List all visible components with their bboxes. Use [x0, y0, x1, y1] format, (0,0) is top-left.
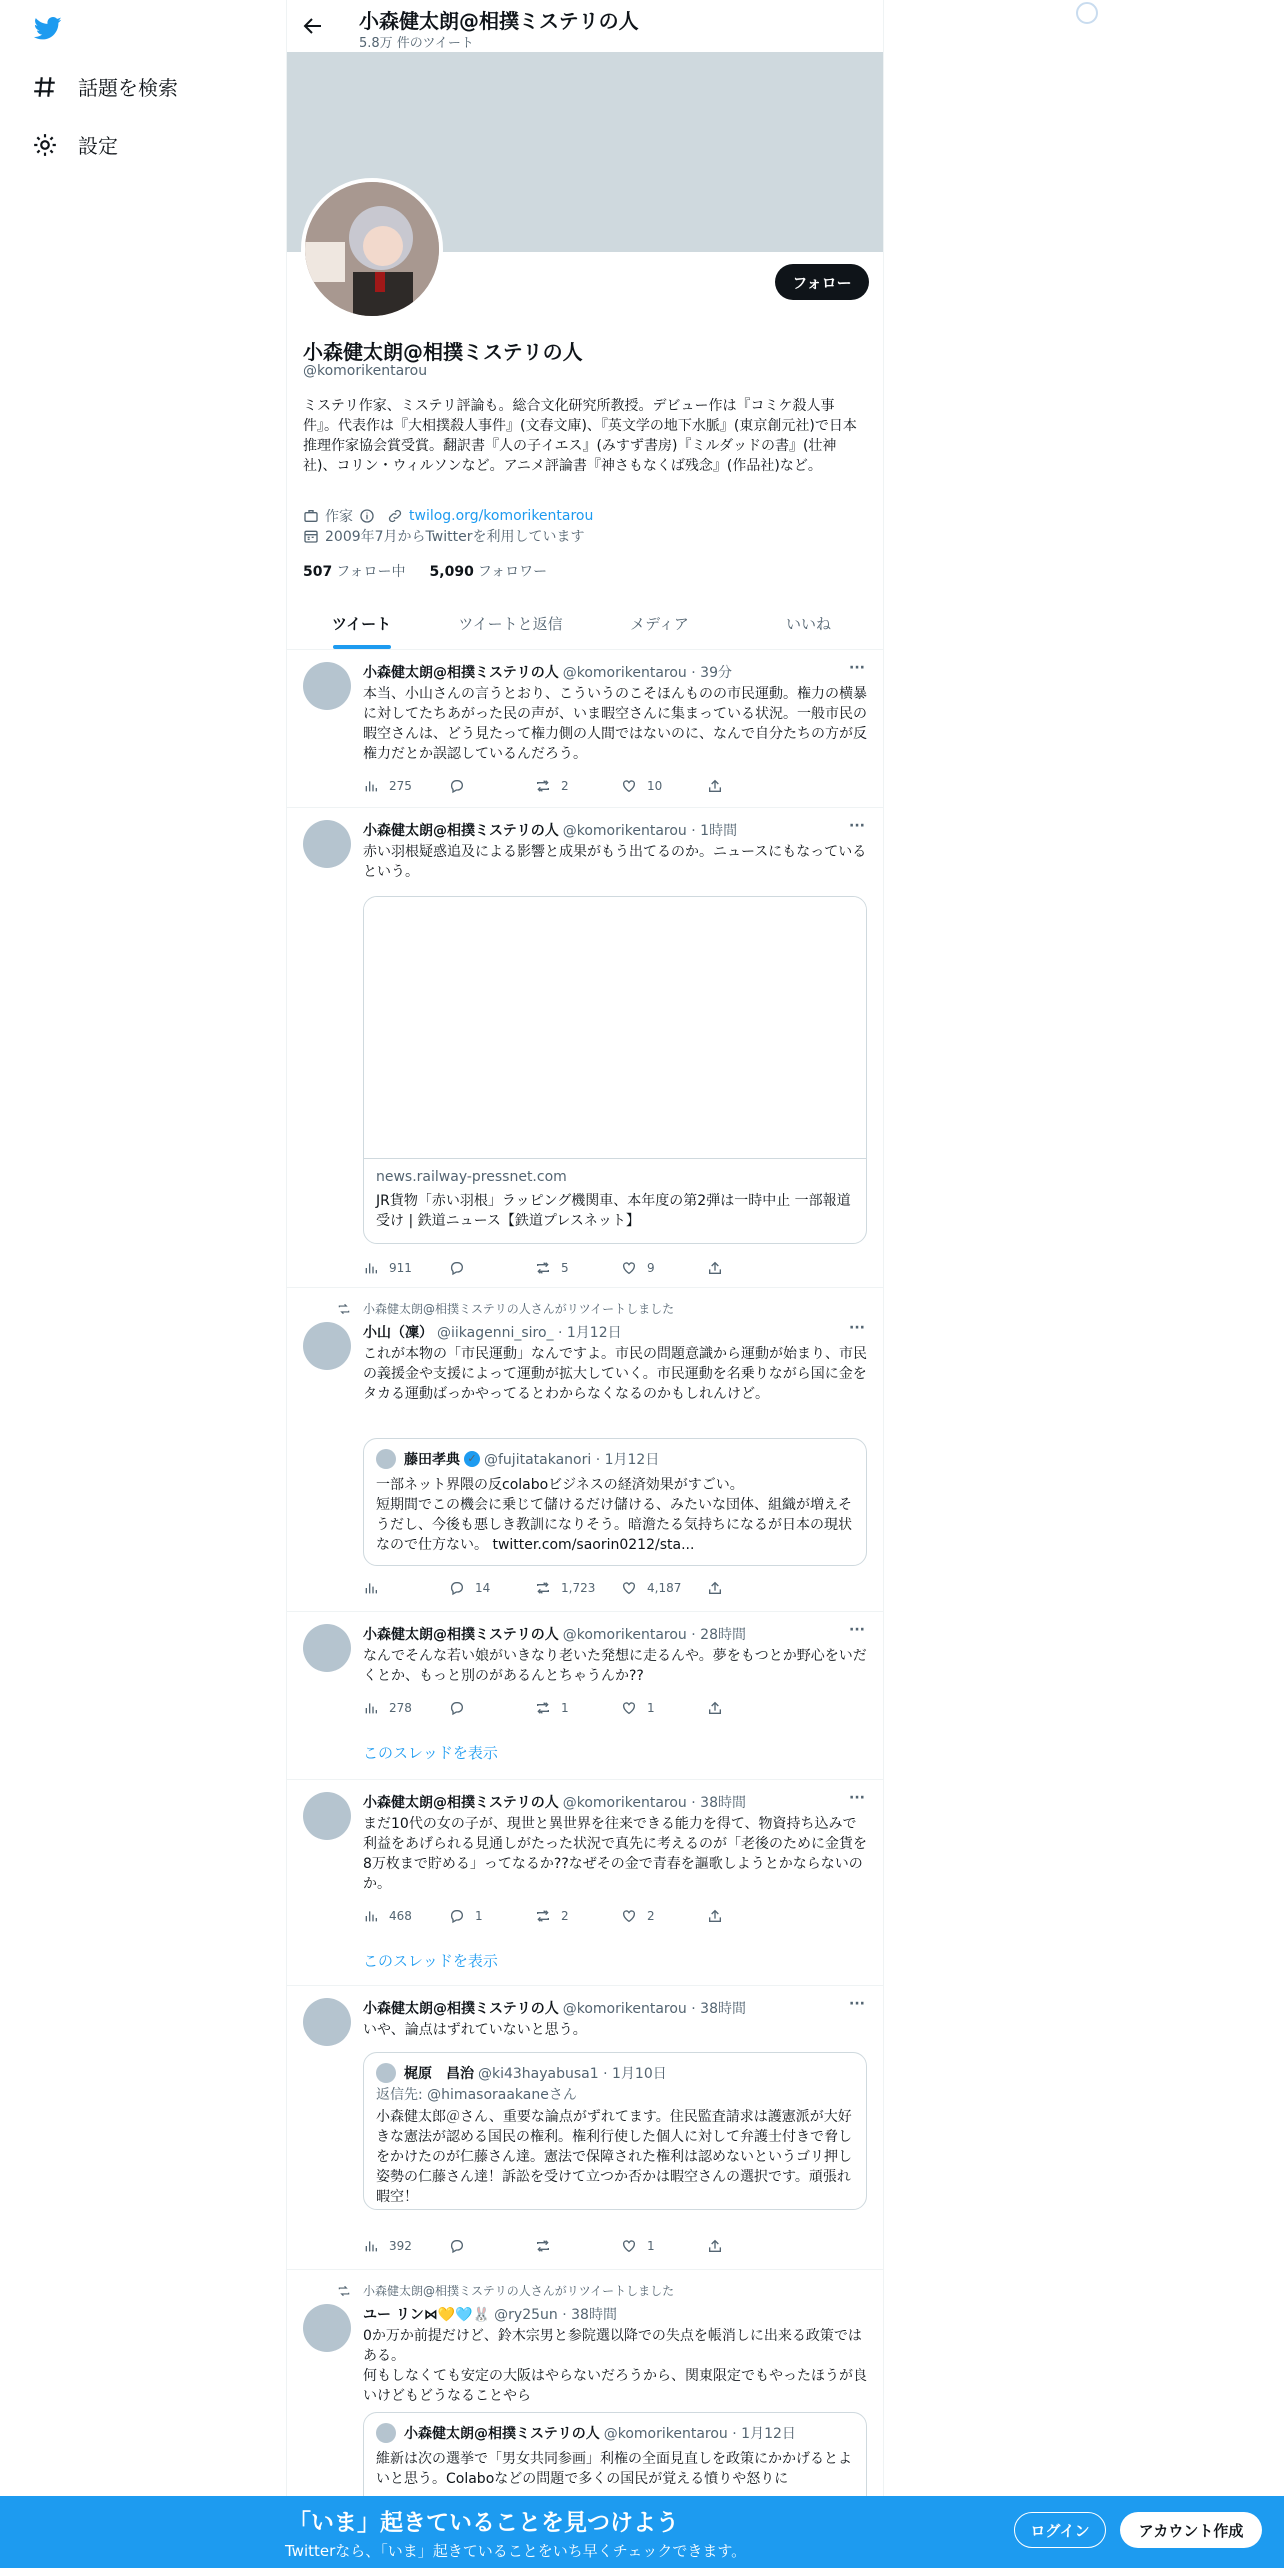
retweet-icon: [535, 1260, 551, 1276]
tweet-author-name[interactable]: 小森健太朗@相撲ミステリの人: [363, 1627, 559, 1643]
tweet-handle-time[interactable]: @komorikentarou · 28時間: [562, 1627, 746, 1643]
tweet-avatar[interactable]: [303, 2304, 351, 2352]
tweet-actions: [363, 1580, 793, 1596]
retweet-icon: [535, 1700, 551, 1716]
tweet[interactable]: [287, 808, 883, 1288]
retweet-icon: [337, 2284, 351, 2298]
tweet-text: これが本物の「市民運動」なんですよ。市民の問題意識から運動が始まり、市民の義援金や支援によって運動が拡大していく。市民運動を名乗りながら国に金をタカる運動ばっかやってるとわからなくなるのかもしれんけど。: [363, 1346, 867, 1402]
views-count: 392: [389, 2239, 412, 2253]
tweet-header: [363, 1624, 746, 1644]
share-icon: [707, 778, 723, 794]
share-button[interactable]: [707, 1260, 793, 1276]
banner-subtitle: Twitterなら、「いま」起きていることをいち早くチェックできます。: [285, 2542, 747, 2560]
like-button[interactable]: [621, 778, 707, 794]
tweet-handle-time[interactable]: @komorikentarou · 39分: [562, 665, 732, 681]
retweet-count: 5: [561, 1261, 569, 1275]
tab-likes[interactable]: いいね: [785, 615, 831, 633]
tweet-avatar[interactable]: [303, 662, 351, 710]
tweet-author-name[interactable]: 小森健太朗@相撲ミステリの人: [363, 1795, 559, 1811]
views-stat[interactable]: [363, 778, 449, 794]
tweet-handle-time[interactable]: @ry25un · 38時間: [494, 2307, 617, 2323]
info-icon[interactable]: [359, 508, 375, 524]
share-icon: [707, 1580, 723, 1596]
reply-icon: [449, 1260, 465, 1276]
reply-count: 1: [475, 1909, 483, 1923]
quote-text: 維新は次の選挙で「男女共同参画」利権の全面見直しを政策にかかげるとよいと思う。Colaboなどの問題で多くの国民が覚える憤りや怒りに: [376, 2451, 852, 2487]
tab-tweets-replies[interactable]: ツイートと返信: [458, 615, 563, 633]
share-button[interactable]: [707, 1700, 793, 1716]
loading-spinner-icon: [1076, 2, 1098, 24]
profile-link[interactable]: twilog.org/komorikentarou: [409, 508, 594, 524]
tweet-author-name[interactable]: 小山（凜）: [363, 1325, 433, 1341]
reply-icon: [449, 778, 465, 794]
tab-media[interactable]: メディア: [630, 615, 689, 633]
tweet-handle-time[interactable]: @komorikentarou · 38時間: [562, 1795, 746, 1811]
quote-header: [376, 2423, 796, 2443]
heart-icon: [621, 1260, 637, 1276]
like-count: 1: [647, 2239, 655, 2253]
tweet-author-name[interactable]: 小森健太朗@相撲ミステリの人: [363, 2001, 559, 2017]
profile-meta-row: [303, 506, 593, 526]
quote-avatar: [376, 1449, 396, 1469]
quote-tweet[interactable]: [363, 2052, 867, 2210]
quote-author-name: 小森健太朗@相撲ミステリの人: [404, 2426, 600, 2442]
retweet-button[interactable]: [535, 1908, 621, 1924]
tweet-actions: [363, 1260, 793, 1276]
heart-icon: [621, 1700, 637, 1716]
quote-tweet[interactable]: [363, 1438, 867, 1566]
reply-button[interactable]: [449, 1580, 535, 1596]
tweet-header: [363, 1998, 746, 2018]
chart-icon: [363, 1580, 379, 1596]
reply-button[interactable]: [449, 1700, 535, 1716]
like-count: 4,187: [647, 1581, 682, 1595]
more-options-icon[interactable]: ···: [849, 818, 865, 834]
followers-link[interactable]: [430, 561, 548, 581]
tweet-author-name[interactable]: 小森健太朗@相撲ミステリの人: [363, 665, 559, 681]
avatar-image: [305, 182, 443, 320]
followers-label: フォロワー: [477, 564, 548, 580]
retweet-count: 1: [561, 1701, 569, 1715]
quote-handle-time: @ki43hayabusa1 · 1月10日: [478, 2066, 667, 2082]
quote-avatar: [376, 2063, 396, 2083]
twitter-logo-icon[interactable]: [32, 14, 64, 42]
quote-avatar: [376, 2423, 396, 2443]
tweet-handle-time[interactable]: @komorikentarou · 38時間: [562, 2001, 746, 2017]
quote-author-name: 梶原 昌治: [404, 2066, 474, 2082]
quote-text: 小森健太郎＠さん、重要な論点がずれてます。住民監査請求は護憲派が大好きな憲法が認める国民の権利。権利行使した個人に対して弁護士付きで脅しをかけたのが仁藤さん達。憲法で保障された権利は認めないというゴリ押し姿勢の仁藤さん達！訴訟を受けて立つか否かは暇空さんの選択です。頑張れ暇空！: [376, 2109, 852, 2205]
header-name: 小森健太朗@相撲ミステリの人: [359, 9, 639, 33]
heart-icon: [621, 1580, 637, 1596]
header-tweet-count: 5.8万 件のツイート: [359, 36, 474, 51]
reply-icon: [449, 1700, 465, 1716]
reply-icon: [449, 1580, 465, 1596]
nav-settings-label: 設定: [78, 134, 118, 158]
profile-name: 小森健太朗@相撲ミステリの人: [303, 340, 583, 364]
views-count: 275: [389, 779, 412, 793]
tweet-avatar[interactable]: [303, 1624, 351, 1672]
tweet-avatar[interactable]: [303, 1998, 351, 2046]
retweet-icon: [337, 1302, 351, 1316]
following-link[interactable]: [303, 561, 406, 581]
tweet-header: [363, 662, 732, 682]
share-icon: [707, 1908, 723, 1924]
profile-column: [286, 0, 884, 2568]
reply-icon: [449, 1908, 465, 1924]
retweet-icon: [535, 1908, 551, 1924]
share-button[interactable]: [707, 1580, 793, 1596]
more-options-icon[interactable]: ···: [849, 660, 865, 676]
quote-header: [376, 2063, 667, 2083]
tweet-author-name[interactable]: ユー リン⋈💛🩵🐰: [363, 2307, 491, 2323]
link-icon: [387, 508, 403, 524]
tweet-avatar[interactable]: [303, 1322, 351, 1370]
tweet-text: 0か万か前提だけど、鈴木宗男と参院選以降での失点を帳消しに出来る政策ではある。 何もしなくても安定の大阪はやらないだろうから、関東限定でもやったほうが良いけどもどうなることやら: [363, 2328, 867, 2404]
tweet-actions: [363, 1700, 793, 1716]
like-count: 9: [647, 1261, 655, 1275]
retweet-icon: [535, 778, 551, 794]
views-stat[interactable]: [363, 1908, 449, 1924]
tweet[interactable]: [287, 1986, 883, 2270]
tweet-handle-time[interactable]: @komorikentarou · 1時間: [562, 823, 738, 839]
views-stat[interactable]: [363, 1580, 449, 1596]
show-thread-link[interactable]: このスレッドを表示: [363, 1744, 498, 1762]
quote-reply-to: 返信先: @himasoraakaneさん: [376, 2087, 577, 2103]
reply-button[interactable]: [449, 2238, 535, 2254]
retweet-button[interactable]: [535, 1580, 621, 1596]
more-options-icon[interactable]: ···: [849, 1790, 865, 1806]
follow-stats: [303, 561, 547, 581]
views-stat[interactable]: [363, 1700, 449, 1716]
link-card[interactable]: [363, 896, 867, 1244]
tweet-header: [363, 820, 737, 840]
retweet-icon: [535, 1580, 551, 1596]
like-count: 2: [647, 1909, 655, 1923]
profile-avatar[interactable]: [301, 178, 443, 320]
tweet[interactable]: [287, 1288, 883, 1612]
views-stat[interactable]: [363, 2238, 449, 2254]
tweet-text: なんでそんな若い娘がいきなり老いた発想に走るんや。夢をもつとか野心をいだくとか、もっと別のがあるんとちゃうんか??: [363, 1648, 867, 1684]
followers-count: 5,090: [429, 564, 474, 580]
login-button[interactable]: ログイン: [1014, 2512, 1106, 2548]
profile-handle: @komorikentarou: [303, 363, 428, 379]
nav-explore-label: 話題を検索: [78, 76, 178, 100]
views-count: 468: [389, 1909, 412, 1923]
tab-tweets[interactable]: ツイート: [287, 598, 436, 649]
reply-button[interactable]: [449, 1260, 535, 1276]
tweet-text: 本当、小山さんの言うとおり、こういうのこそほんものの市民運動。権力の横暴に対してたちあがった民の声が、いま暇空さんに集まっている状況。一般市民の暇空さんは、どう見たって権力側の人間ではないのに、なんで自分たちの方が反権力だとか誤認しているんだろう。: [363, 686, 867, 762]
tweet-avatar[interactable]: [303, 820, 351, 868]
profile-tabs: [287, 598, 883, 650]
tweet[interactable]: [287, 1780, 883, 1986]
like-button[interactable]: [621, 1580, 707, 1596]
tweet-header: [363, 1322, 622, 1342]
like-button[interactable]: [621, 2238, 707, 2254]
hashtag-icon: [32, 74, 58, 100]
retweet-context: [337, 1300, 674, 1317]
share-button[interactable]: [707, 778, 793, 794]
quote-handle-time: @fujitatakanori · 1月12日: [484, 1452, 660, 1468]
views-count: 278: [389, 1701, 412, 1715]
tweet-author-name[interactable]: 小森健太朗@相撲ミステリの人: [363, 823, 559, 839]
nav-settings[interactable]: [32, 130, 118, 159]
tweet-actions: [363, 1908, 793, 1924]
like-button[interactable]: [621, 1260, 707, 1276]
retweet-context: [337, 2282, 674, 2299]
nav-explore[interactable]: [32, 72, 178, 101]
reply-button[interactable]: [449, 778, 535, 794]
signup-banner: [0, 2496, 1284, 2568]
tweet-avatar[interactable]: [303, 1792, 351, 1840]
like-count: 1: [647, 1701, 655, 1715]
card-title: JR貨物「赤い羽根」ラッピング機関車、本年度の第2弾は一時中止 一部報道受け | 鉄道ニュース【鉄道プレスネット】: [376, 1193, 851, 1229]
follow-button[interactable]: フォロー: [775, 264, 869, 300]
briefcase-icon: [303, 508, 319, 524]
share-icon: [707, 1260, 723, 1276]
retweeted-by[interactable]: 小森健太朗@相撲ミステリの人さんがリツイートしました: [363, 2284, 675, 2298]
more-options-icon[interactable]: ···: [849, 1622, 865, 1638]
heart-icon: [621, 2238, 637, 2254]
retweet-count: 2: [561, 779, 569, 793]
quote-handle-time: @komorikentarou · 1月12日: [603, 2426, 796, 2442]
tweet-actions: [363, 2238, 793, 2254]
tweet-text: 赤い羽根疑惑追及による影響と成果がもう出てるのか。ニュースにもなっているという。: [363, 844, 867, 880]
signup-button[interactable]: アカウント作成: [1120, 2512, 1262, 2548]
retweet-button[interactable]: [535, 778, 621, 794]
tweet-handle-time[interactable]: @iikagenni_siro_ · 1月12日: [437, 1325, 622, 1341]
chart-icon: [363, 1700, 379, 1716]
tweet-text: まだ10代の女の子が、現世と異世界を往来できる能力を得て、物資持ち込みで利益をあげられる見通しがたった状況で真先に考えるのが「老後のために金貨を8万枚まで貯める」ってなるか??なぜその金で青春を謳歌しようとかならないのか。: [363, 1816, 867, 1892]
reply-button[interactable]: [449, 1908, 535, 1924]
profile-joined-row: [303, 526, 584, 546]
quote-author-name: 藤田孝典: [404, 1452, 460, 1468]
share-button[interactable]: [707, 2238, 793, 2254]
views-stat[interactable]: [363, 1260, 449, 1276]
back-arrow-icon[interactable]: [301, 14, 325, 38]
tweet-header: [363, 1792, 746, 1812]
retweet-count: 1,723: [561, 1581, 596, 1595]
tweet[interactable]: [287, 1612, 883, 1780]
chart-icon: [363, 1908, 379, 1924]
following-count: 507: [303, 564, 333, 580]
more-options-icon[interactable]: ···: [849, 1996, 865, 2012]
share-button[interactable]: [707, 1908, 793, 1924]
banner-title: 「いま」起きていることを見つけよう: [288, 2510, 679, 2536]
views-count: 911: [389, 1261, 412, 1275]
reply-count: 14: [475, 1581, 491, 1595]
like-button[interactable]: [621, 1908, 707, 1924]
heart-icon: [621, 1908, 637, 1924]
verified-badge-icon: ✓: [464, 1451, 480, 1467]
quote-text: 一部ネット界隈の反colaboビジネスの経済効果がすごい。 短期間でこの機会に乗じて儲けるだけ儲ける、みたいな団体、組織が増えそうだし、今後も悪しき教訓になりそう。暗澹たる気持ちになるが日本の現状なので仕方ない。 twitter.com/saorin0212/sta...: [376, 1477, 852, 1553]
chart-icon: [363, 1260, 379, 1276]
profile-joined: 2009年7月からTwitterを利用しています: [325, 529, 585, 545]
retweet-button[interactable]: [535, 1260, 621, 1276]
quote-header: [376, 1449, 659, 1469]
tweet-text: いや、論点はずれていないと思う。: [363, 2022, 587, 2038]
following-label: フォロー中: [336, 564, 406, 580]
calendar-icon: [303, 528, 319, 544]
retweet-button[interactable]: [535, 2238, 621, 2254]
retweet-icon: [535, 2238, 551, 2254]
card-image: [364, 897, 866, 1159]
heart-icon: [621, 778, 637, 794]
share-icon: [707, 1700, 723, 1716]
chart-icon: [363, 2238, 379, 2254]
retweeted-by[interactable]: 小森健太朗@相撲ミステリの人さんがリツイートしました: [363, 1302, 675, 1316]
profile-occupation: 作家: [325, 509, 353, 525]
reply-icon: [449, 2238, 465, 2254]
share-icon: [707, 2238, 723, 2254]
tweet[interactable]: [287, 650, 883, 808]
retweet-button[interactable]: [535, 1700, 621, 1716]
gear-icon: [32, 132, 58, 158]
tweet-header: [363, 2304, 617, 2324]
card-domain: news.railway-pressnet.com: [376, 1169, 567, 1185]
profile-header: [287, 0, 883, 52]
show-thread-link[interactable]: このスレッドを表示: [363, 1952, 498, 1970]
tweet-actions: [363, 778, 793, 794]
more-options-icon[interactable]: ···: [849, 1320, 865, 1336]
chart-icon: [363, 778, 379, 794]
like-count: 10: [647, 779, 663, 793]
retweet-count: 2: [561, 1909, 569, 1923]
like-button[interactable]: [621, 1700, 707, 1716]
profile-bio: ミステリ作家、ミステリ評論も。総合文化研究所教授。デビュー作は『コミケ殺人事件』。代表作は『大相撲殺人事件』(文春文庫)、『英文学の地下水脈』(東京創元社)で日本推理作家協会賞受賞。翻訳書『人の子イエス』(みすず書房)『ミルダッドの書』(壮神社)、コリン・ウィルソンなど。アニメ評論書『神さもなくば残念』(作品社)など。: [303, 398, 857, 474]
